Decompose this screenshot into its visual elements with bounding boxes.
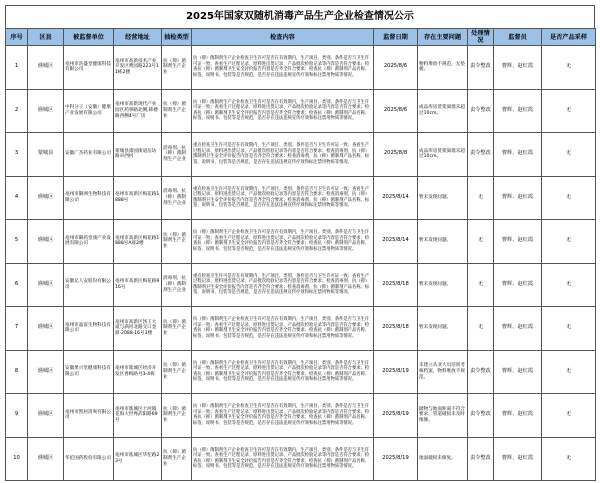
col-header-no: 序号 [6,29,28,46]
cell-no: 6 [6,263,28,307]
cell-district: 谯城区 [28,437,64,481]
cell-address: 亳州市谯城区十河镇花海大世界武阳路69号 [114,394,162,438]
cell-handling: 无 [468,307,494,351]
cell-no: 10 [6,437,28,481]
cell-content: 抗（抑）菌制剂生产企业检查卫生许可是否在有效期内，生产项目、类别、条件是否与卫生许可证一致；查看生产过程记录、原料进出货记录、产品批次检验记录等内容是否符合要求；检查抗（抑）菌制剂卫生安全评价报告内容是否齐全符合要求；检查抗（抑）菌制剂产品名称、标签、说明书、包装等是否规范，是否存在违法违规宣传疗效和标注禁用物质等情况。 [192,220,374,264]
cell-date: 2025/8/14 [374,176,418,220]
cell-sample: 无 [542,220,596,264]
col-header-issue: 存在主要问题 [418,29,468,46]
cell-address: 亳州市高新区梅花路916号 [114,263,162,307]
col-header-content: 检查内容 [192,29,374,46]
cell-district: 谯城区 [28,394,64,438]
col-header-date: 监督日期 [374,29,418,46]
cell-type: 抗（抑）菌制剂生产企业 [162,437,192,481]
cell-inspector: 曹辉、赵红霞 [494,263,542,307]
cell-unit: 安徽果兴堂健康科技有限公司 [64,350,114,394]
cell-handling: 责令整改 [468,394,494,438]
cell-no: 9 [6,394,28,438]
cell-sample: 无 [542,133,596,177]
col-header-sample: 是否产品采样 [542,29,596,46]
cell-sample: 无 [542,437,596,481]
cell-content: 抗（抑）菌制剂生产企业检查卫生许可是否在有效期内，生产项目、类别、条件是否与卫生许可证一致；查看生产过程记录、原料进出货记录、产品批次检验记录等内容是否符合要求；检查抗（抑）菌制剂卫生安全评价报告内容是否齐全符合要求；检查抗（抑）菌制剂产品名称、标签、说明书、包装等是否规范，是否存在违法违规宣传疗效和标注禁用物质等情况。 [192,46,374,90]
cell-sample: 无 [542,394,596,438]
cell-handling: 责令整改 [468,437,494,481]
cell-date: 2025/8/19 [374,437,418,481]
cell-sample: 无 [542,176,596,220]
table-row [6,89,596,133]
cell-type: 消毒剂、抗（抑）菌制剂生产企业 [162,176,192,220]
cell-address: 亳州市高新区汤王大道与涡河北路交口金鼎·2088·16号3楼 [114,307,162,351]
cell-address: 亳州市高新区梅花路1888号 [114,176,162,220]
cell-handling: 责令整改 [468,46,494,90]
cell-type: 抗（抑）菌制剂生产企业 [162,394,192,438]
cell-type: 消毒剂、抗（抑）菌制剂生产企业 [162,133,192,177]
cell-date: 2025/8/19 [374,350,418,394]
header-row [6,29,596,46]
cell-inspector: 曹辉、赵红霞 [494,437,542,481]
cell-no: 2 [6,89,28,133]
cell-issue: 暂未发现问题。 [418,220,468,264]
cell-content: 抗（抑）菌制剂生产企业检查卫生许可是否在有效期内，生产项目、类别、条件是否与卫生许可证一致；查看生产过程记录、原料进出货记录、产品批次检验记录等内容是否符合要求；检查抗（抑）菌制剂卫生安全评价报告内容是否齐全符合要求；检查抗（抑）菌制剂产品名称、标签、说明书、包装等是否规范，是否存在违法违规宣传疗效和标注禁用物质等情况。 [192,394,374,438]
col-header-type: 抽检类型 [162,29,192,46]
cell-no: 1 [6,46,28,90]
cell-issue: 暂未发现问题。 [418,176,468,220]
cell-unit: 亳州市浩盛堂健康科技有限公司 [64,46,114,90]
cell-district: 谯城区 [28,307,64,351]
cell-sample: 无 [542,350,596,394]
cell-no: 7 [6,307,28,351]
cell-unit: 安徽广杰药业有限公司 [64,133,114,177]
cell-unit: 华佗国药股份有限公司 [64,437,114,481]
cell-district: 谯城区 [28,263,64,307]
col-header-unit: 被监督单位 [64,29,114,46]
cell-date: 2025/8/14 [374,220,418,264]
cell-content: 重点检查卫生许可是否在有效期内，生产项目、类别、条件是否与卫生许可证一致；查看生产过程记录、原料进出货记录、产品批次检验记录等内容是否符合要求；检查消毒剂、抗（抑）菌制剂卫生安全评价报告内容是否齐全符合要求；检查消毒剂、抗（抑）菌制剂产品名称、标签、说明书、包装等是否规范，是否存在违法违规宣传疗效和标注禁用物质等情况。 [192,133,374,177]
cell-date: 2025/8/18 [374,263,418,307]
cell-issue: 储物与地面距离不符合要求，管道破损未及时维修。 [418,394,468,438]
inspection-sheet [5,5,595,481]
table-row [6,307,596,351]
cell-inspector: 曹辉、赵红霞 [494,307,542,351]
cell-address: 亳州市高新技术产业开发区曹园路223号11栋2楼 [114,46,162,90]
cell-type: 抗（抑）菌制剂生产企业 [162,220,192,264]
cell-district: 谯城区 [28,220,64,264]
cell-district: 谯城区 [28,176,64,220]
cell-date: 2025/8/6 [374,46,418,90]
cell-issue: 成品库房货架离墙未超过10cm。 [418,89,468,133]
cell-issue: 暂未发现问题。 [418,263,468,307]
cell-content: 抗（抑）菌制剂生产企业检查卫生许可是否在有效期内，生产项目、类别、条件是否与卫生许可证一致；查看生产过程记录、原料进出货记录、产品批次检验记录等内容是否符合要求；检查抗（抑）菌制剂卫生安全评价报告内容是否齐全符合要求；检查抗（抑）菌制剂产品名称、标签、说明书、包装等是否规范，是否存在违法违规宣传疗效和标注禁用物质等情况。 [192,350,374,394]
cell-date: 2025/8/19 [374,394,418,438]
cell-district: 谯城区 [28,46,64,90]
cell-type: 抗（抑）菌制剂生产企业 [162,350,192,394]
cell-address: 亳州市谯城区经济开发区香梅路号3-4栋 [114,350,162,394]
cell-issue: 地面破损未修复。 [418,437,468,481]
cell-address: 亳州市高新区梅花路1888号A座2楼 [114,220,162,264]
cell-unit: 亳州市晶富生物科技有限公司 [64,307,114,351]
cell-unit: 亳州市御洲生物科技有限公司 [64,176,114,220]
cell-unit: 中科分子（安徽）健康产业发展有限公司 [64,89,114,133]
table-row [6,176,596,220]
cell-date: 2025/8/18 [374,307,418,351]
cell-inspector: 曹辉、赵红霞 [494,394,542,438]
cell-type: 抗（抑）菌制剂生产企业 [162,307,192,351]
page-title: 2025年国家双随机消毒产品生产企业检查情况公示 [5,5,595,28]
cell-unit: 安徽亿人安股份有限公司 [64,263,114,307]
cell-address: 亳州市高新现代产业园区药事路北侧,韩楼路西侧4号厂房 [114,89,162,133]
cell-district: 谯城区 [28,89,64,133]
cell-no: 8 [6,350,28,394]
cell-date: 2025/8/8 [374,133,418,177]
cell-no: 3 [6,133,28,177]
cell-content: 重点检查卫生许可是否在有效期内，生产项目、类别、条件是否与卫生许可证一致；查看生产过程记录、原料进出货记录、产品批次检验记录等内容是否符合要求；检查消毒剂、抗（抑）菌制剂卫生安全评价报告内容是否齐全符合要求；检查消毒剂、抗（抑）菌制剂产品名称、标签、说明书、包装等是否规范，是否存在违法违规宣传疗效和标注禁用物质等情况。 [192,263,374,307]
table-row [6,394,596,438]
cell-district: 谯城区 [28,350,64,394]
cell-no: 5 [6,220,28,264]
cell-type: 消毒剂、抗（抑）菌制剂生产企业 [162,263,192,307]
col-header-handling: 处理情况 [468,29,494,46]
cell-unit: 亳州市御药堂康产业发展有限公司 [64,220,114,264]
cell-content: 抗（抑）菌制剂生产企业检查卫生许可是否在有效期内，生产项目、类别、条件是否与卫生许可证一致；查看生产过程记录、原料进出货记录、产品批次检验记录等内容是否符合要求；检查抗（抑）菌制剂卫生安全评价报告内容是否齐全符合要求；检查抗（抑）菌制剂产品名称、标签、说明书、包装等是否规范，是否存在违法违规宣传疗效和标注禁用物质等情况。 [192,307,374,351]
cell-handling: 无 [468,263,494,307]
cell-type: 抗（抑）菌制剂生产企业 [162,46,192,90]
col-header-address: 经营地址 [114,29,162,46]
cell-issue: 暂未发现问题。 [418,307,468,351]
cell-unit: 亳州市凯居清爽有限公司 [64,394,114,438]
cell-address: 蒙城县漆园街道岳坊路卓西村 [114,133,162,177]
cell-inspector: 曹辉、赵红霞 [494,350,542,394]
cell-issue: 成品库房货架离墙未超过10cm。 [418,133,468,177]
cell-handling: 无 [468,176,494,220]
cell-content: 重点检查卫生许可是否在有效期内，生产项目、类别、条件是否与卫生许可证一致；查看生产过程记录、原料进出货记录、产品批次检验记录等内容是否符合要求；检查消毒剂、抗（抑）菌制剂卫生安全评价报告内容是否齐全符合要求；检查消毒剂、抗（抑）菌制剂产品名称、标签、说明书、包装等是否规范，是否存在违法违规宣传疗效和标注禁用物质等情况。 [192,176,374,220]
cell-issue: 未建立从业人员培训考核档案，物料堆放不规范。 [418,350,468,394]
table-row [6,263,596,307]
cell-handling: 责令整改 [468,89,494,133]
table-row [6,46,596,90]
cell-inspector: 曹辉、赵红霞 [494,46,542,90]
cell-sample: 无 [542,46,596,90]
cell-content: 抗（抑）菌制剂生产企业检查卫生许可是否在有效期内，生产项目、类别、条件是否与卫生许可证一致；查看生产过程记录、原料进出货记录、产品批次检验记录等内容是否符合要求；检查抗（抑）菌制剂卫生安全评价报告内容是否齐全符合要求；检查抗（抑）菌制剂产品名称、标签、说明书、包装等是否规范，是否存在违法违规宣传疗效和标注禁用物质等情况。 [192,437,374,481]
cell-inspector: 曹辉、赵红霞 [494,176,542,220]
cell-inspector: 曹辉、赵红霞 [494,220,542,264]
table-row [6,220,596,264]
cell-sample: 无 [542,307,596,351]
inspection-table [5,28,596,481]
cell-sample: 无 [542,89,596,133]
cell-district: 蒙城县 [28,133,64,177]
cell-issue: 物料堆放不规范，无垫板。 [418,46,468,90]
table-row [6,133,596,177]
cell-address: 亳州市谯城区华佗路23号 [114,437,162,481]
col-header-inspector: 监督员 [494,29,542,46]
cell-sample: 无 [542,263,596,307]
cell-handling: 责令整改 [468,350,494,394]
col-header-district: 区县 [28,29,64,46]
cell-date: 2025/8/6 [374,89,418,133]
cell-no: 4 [6,176,28,220]
cell-inspector: 曹辉、赵红霞 [494,89,542,133]
cell-type: 抗（抑）菌制剂生产企业 [162,89,192,133]
cell-content: 抗（抑）菌制剂生产企业检查卫生许可是否在有效期内，生产项目、类别、条件是否与卫生许可证一致；查看生产过程记录、原料进出货记录、产品批次检验记录等内容是否符合要求；检查抗（抑）菌制剂卫生安全评价报告内容是否齐全符合要求；检查抗（抑）菌制剂产品名称、标签、说明书、包装等是否规范，是否存在违法违规宣传疗效和标注禁用物质等情况。 [192,89,374,133]
cell-handling: 无 [468,220,494,264]
table-row [6,437,596,481]
table-row [6,350,596,394]
cell-handling: 责令整改 [468,133,494,177]
cell-inspector: 曹辉、赵红霞 [494,133,542,177]
